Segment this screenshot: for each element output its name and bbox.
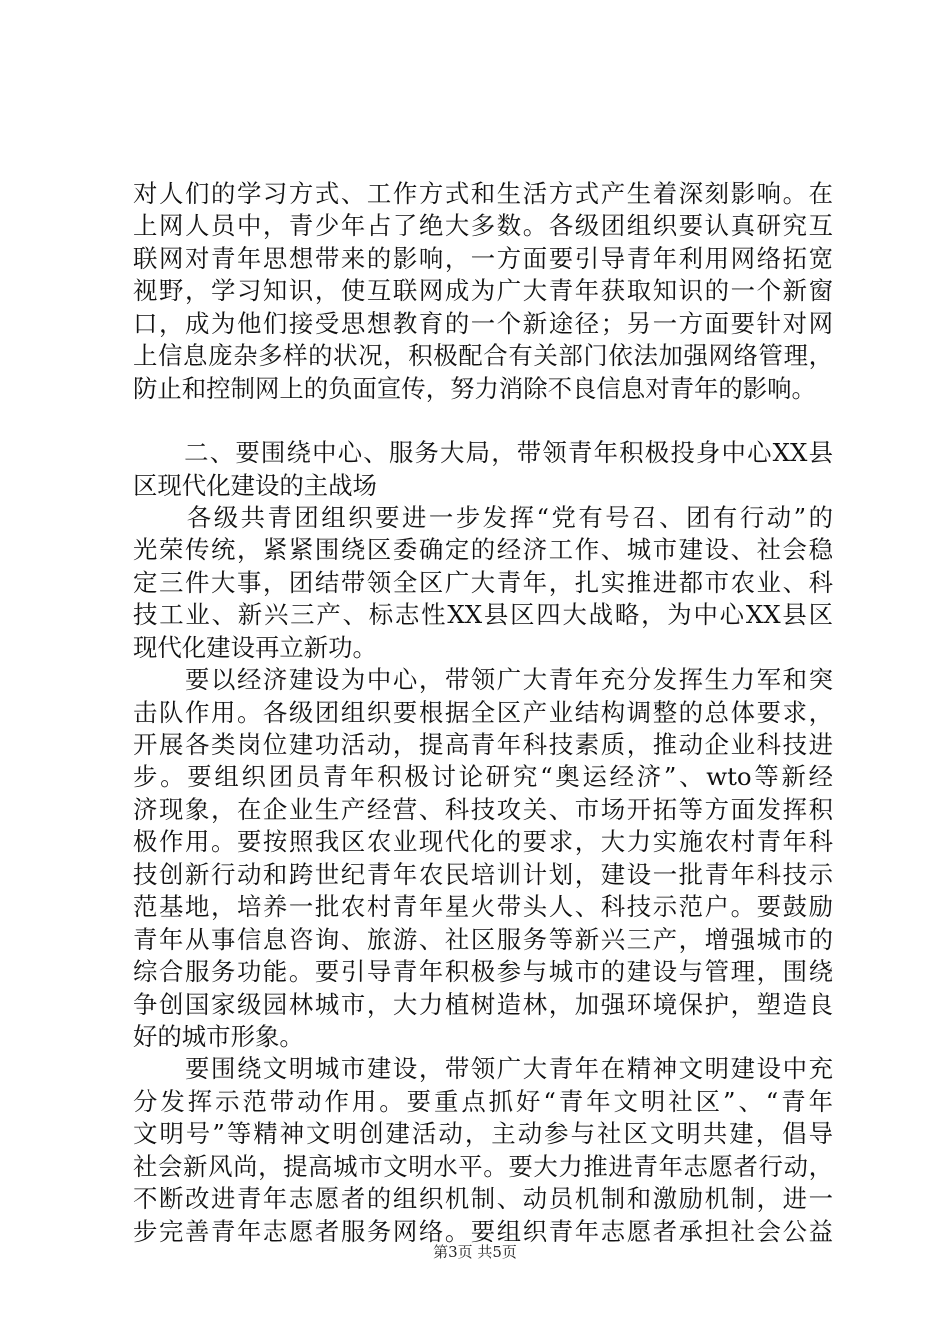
text-line: 济现象，在企业生产经营、科技攻关、市场开拓等方面发挥积	[133, 794, 833, 824]
text-line: 上信息庞杂多样的状况，积极配合有关部门依法加强网络管理，	[133, 341, 833, 371]
text-line: 步。要组织团员青年积极讨论研究“奥运经济”、wto等新经	[133, 762, 833, 792]
text-line: 技创新行动和跨世纪青年农民培训计划，建设一批青年科技示	[133, 859, 833, 889]
text-line: 上网人员中，青少年占了绝大多数。各级团组织要认真研究互	[133, 211, 833, 241]
text-line: 综合服务功能。要引导青年积极参与城市的建设与管理，围绕	[133, 957, 833, 987]
paragraph-4	[133, 1053, 833, 1248]
text-line: 步完善青年志愿者服务网络。要组织青年志愿者承担社会公益	[133, 1216, 833, 1246]
text-line: 分发挥示范带动作用。要重点抓好“青年文明社区”、“青年	[133, 1086, 833, 1116]
text-line: 争创国家级园林城市，大力植树造林，加强环境保护，塑造良	[133, 989, 833, 1019]
text-line: 好的城市形象。	[133, 1021, 304, 1051]
text-line: 极作用。要按照我区农业现代化的要求，大力实施农村青年科	[133, 827, 833, 857]
section-heading	[133, 437, 833, 502]
text-line: 文明号”等精神文明创建活动，主动参与社区文明共建，倡导	[133, 1119, 833, 1149]
text-line: 技工业、新兴三产、标志性XX县区四大战略，为中心XX县区	[133, 600, 833, 630]
text-line: 现代化建设再立新功。	[133, 632, 377, 662]
text-line: 社会新风尚，提高城市文明水平。要大力推进青年志愿者行动，	[133, 1151, 833, 1181]
text-line: 击队作用。各级团组织要根据全区产业结构调整的总体要求，	[133, 697, 833, 727]
text-line: 不断改进青年志愿者的组织机制、动员机制和激励机制，进一	[133, 1184, 833, 1214]
heading-line: 区现代化建设的主战场	[133, 470, 377, 500]
text-line: 防止和控制网上的负面宣传，努力消除不良信息对青年的影响。	[133, 373, 816, 403]
paragraph-spacer	[133, 405, 833, 437]
paragraph-1	[133, 178, 833, 405]
text-line: 对人们的学习方式、工作方式和生活方式产生着深刻影响。在	[133, 179, 833, 208]
paragraph-2	[133, 502, 833, 664]
text-line: 联网对青年思想带来的影响，一方面要引导青年利用网络拓宽	[133, 243, 833, 273]
page-number-footer: 第3页 共5页	[433, 1243, 517, 1261]
text-line: 要围绕文明城市建设，带领广大青年在精神文明建设中充	[133, 1054, 833, 1084]
text-line: 开展各类岗位建功活动，提高青年科技素质，推动企业科技进	[133, 730, 833, 759]
document-body	[133, 178, 833, 1248]
text-line: 范基地，培养一批农村青年星火带头人、科技示范户。要鼓励	[133, 892, 833, 922]
heading-line: 二、要围绕中心、服务大局，带领青年积极投身中心XX县	[133, 438, 833, 468]
text-line: 光荣传统，紧紧围绕区委确定的经济工作、城市建设、社会稳	[133, 535, 833, 565]
text-line: 青年从事信息咨询、旅游、社区服务等新兴三产，增强城市的	[133, 924, 833, 954]
text-line: 定三件大事，团结带领全区广大青年，扎实推进都市农业、科	[133, 567, 833, 597]
paragraph-3	[133, 664, 833, 1053]
text-line: 视野，学习知识，使互联网成为广大青年获取知识的一个新窗	[133, 276, 833, 306]
text-line: 要以经济建设为中心，带领广大青年充分发挥生力军和突	[133, 665, 833, 695]
text-line: 口，成为他们接受思想教育的一个新途径；另一方面要针对网	[133, 308, 833, 338]
text-line: 各级共青团组织要进一步发挥“党有号召、团有行动”的	[133, 502, 833, 532]
